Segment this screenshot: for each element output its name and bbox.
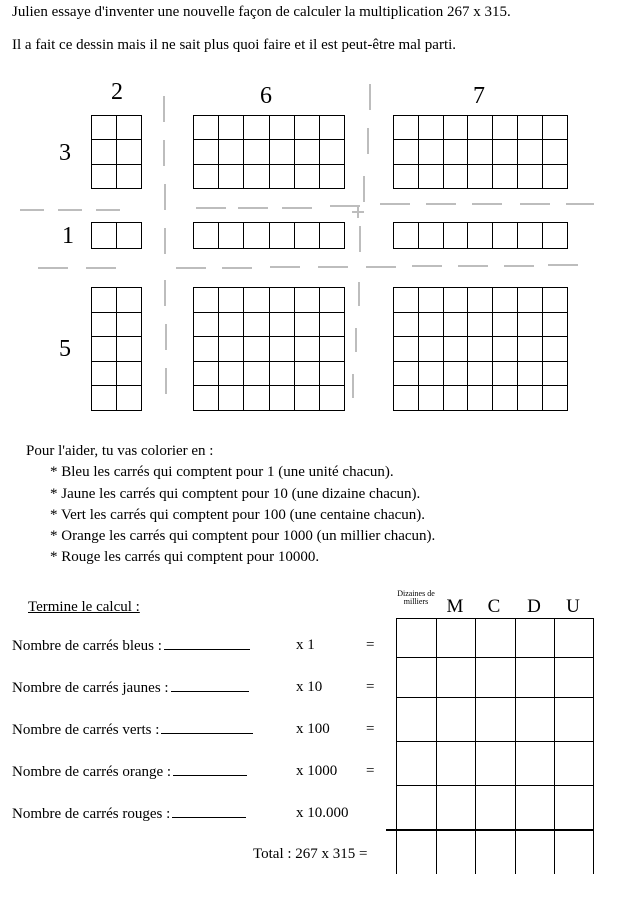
dash-line xyxy=(412,265,442,267)
grid-square[interactable] xyxy=(91,336,117,362)
grid-square[interactable] xyxy=(492,287,518,313)
grid-square[interactable] xyxy=(467,385,493,411)
grid-square[interactable] xyxy=(467,164,493,189)
grid-square[interactable] xyxy=(91,115,117,140)
grid-square[interactable] xyxy=(91,222,117,249)
grid-square[interactable] xyxy=(443,385,469,411)
grid-square[interactable] xyxy=(193,139,219,164)
grid-square[interactable] xyxy=(116,115,142,140)
help-item: * Vert les carrés qui comptent pour 100 (une centaine chacun). xyxy=(50,507,425,523)
grid-square[interactable] xyxy=(542,164,568,189)
grid-square[interactable] xyxy=(443,164,469,189)
dash-line xyxy=(165,324,167,350)
grid-square[interactable] xyxy=(193,312,219,338)
grid-square[interactable] xyxy=(319,164,345,189)
grid-square[interactable] xyxy=(542,287,568,313)
grid-square[interactable] xyxy=(116,361,142,387)
grid-square[interactable] xyxy=(269,115,295,140)
table-row-line xyxy=(396,618,594,619)
grid-square[interactable] xyxy=(193,222,219,249)
grid-square[interactable] xyxy=(517,312,543,338)
calc-row xyxy=(12,679,249,697)
grid-square[interactable] xyxy=(517,222,543,249)
header-thousands: M xyxy=(446,596,464,617)
help-item: * Bleu les carrés qui comptent pour 1 (une unité chacun). xyxy=(50,464,394,480)
calc-row-equals: = xyxy=(366,763,375,779)
grid-square[interactable] xyxy=(218,385,244,411)
dash-line xyxy=(163,96,165,122)
answer-blank[interactable] xyxy=(164,637,250,650)
dash-line xyxy=(504,265,534,267)
dash-line xyxy=(164,184,166,210)
grid-square[interactable] xyxy=(91,287,117,313)
grid-square[interactable] xyxy=(393,115,419,140)
grid-square[interactable] xyxy=(467,222,493,249)
grid-square[interactable] xyxy=(294,336,320,362)
calc-row-label: Nombre de carrés orange : xyxy=(12,764,172,780)
dash-line xyxy=(318,266,348,268)
grid-square[interactable] xyxy=(319,385,345,411)
grid-square[interactable] xyxy=(116,385,142,411)
grid-square[interactable] xyxy=(294,164,320,189)
table-row-line xyxy=(396,657,594,658)
dash-line xyxy=(358,282,360,306)
calc-row-label: Nombre de carrés bleus : xyxy=(12,638,162,654)
dash-line xyxy=(38,267,68,269)
grid-square[interactable] xyxy=(319,115,345,140)
grid-square[interactable] xyxy=(269,139,295,164)
grid-square[interactable] xyxy=(393,139,419,164)
dash-line xyxy=(458,265,488,267)
calc-row-equals: = xyxy=(366,637,375,653)
dash-line xyxy=(176,267,206,269)
grid-square[interactable] xyxy=(393,287,419,313)
help-item: * Rouge les carrés qui comptent pour 10000. xyxy=(50,549,320,565)
grid-square[interactable] xyxy=(492,222,518,249)
row-digit: 5 xyxy=(59,336,71,362)
grid-square[interactable] xyxy=(542,312,568,338)
grid-square[interactable] xyxy=(492,312,518,338)
table-row-line xyxy=(396,697,594,698)
dash-line xyxy=(426,203,456,205)
dash-line xyxy=(366,266,396,268)
dash-line xyxy=(164,228,166,254)
dash-line xyxy=(352,374,354,398)
grid-square[interactable] xyxy=(393,385,419,411)
grid-square[interactable] xyxy=(393,222,419,249)
grid-square[interactable] xyxy=(443,115,469,140)
calc-row xyxy=(12,763,247,781)
dash-line xyxy=(96,209,120,211)
grid-square[interactable] xyxy=(243,287,269,313)
grid-square[interactable] xyxy=(269,287,295,313)
grid-square[interactable] xyxy=(193,164,219,189)
calc-row-label: Nombre de carrés verts : xyxy=(12,722,160,738)
grid-square[interactable] xyxy=(91,312,117,338)
column-digit: 2 xyxy=(111,79,123,105)
grid-square[interactable] xyxy=(319,287,345,313)
grid-square[interactable] xyxy=(517,336,543,362)
grid-square[interactable] xyxy=(393,336,419,362)
grid-square[interactable] xyxy=(218,336,244,362)
grid-square[interactable] xyxy=(319,361,345,387)
grid-square[interactable] xyxy=(243,361,269,387)
total-digit-cell[interactable] xyxy=(437,832,475,872)
calc-row-equals: = xyxy=(366,721,375,737)
dash-line xyxy=(165,368,167,394)
grid-square[interactable] xyxy=(418,139,444,164)
grid-square[interactable] xyxy=(542,385,568,411)
grid-square[interactable] xyxy=(393,164,419,189)
grid-square[interactable] xyxy=(393,312,419,338)
grid-square[interactable] xyxy=(193,336,219,362)
grid-square[interactable] xyxy=(218,361,244,387)
grid-square[interactable] xyxy=(243,222,269,249)
answer-blank[interactable] xyxy=(171,679,249,692)
table-row-line xyxy=(396,785,594,786)
dash-line xyxy=(380,203,410,205)
grid-square[interactable] xyxy=(269,385,295,411)
grid-square[interactable] xyxy=(116,164,142,189)
grid-square[interactable] xyxy=(116,139,142,164)
dash-line xyxy=(58,209,82,211)
grid-square[interactable] xyxy=(294,115,320,140)
grid-square[interactable] xyxy=(91,164,117,189)
grid-square[interactable] xyxy=(294,139,320,164)
dash-line xyxy=(566,203,594,205)
row-digit: 1 xyxy=(62,223,74,249)
grid-square[interactable] xyxy=(492,385,518,411)
grid-square[interactable] xyxy=(517,361,543,387)
total-digit-cell[interactable] xyxy=(476,832,515,872)
answer-blank[interactable] xyxy=(173,763,247,776)
grid-square[interactable] xyxy=(542,336,568,362)
calc-row-mult: x 10 xyxy=(296,679,323,695)
grid-square[interactable] xyxy=(467,115,493,140)
dash-line xyxy=(196,207,226,209)
calc-row xyxy=(12,721,253,739)
grid-square[interactable] xyxy=(294,361,320,387)
dash-line xyxy=(369,84,371,110)
dash-line xyxy=(238,207,268,209)
calc-row-mult: x 1000 xyxy=(296,763,338,779)
grid-square[interactable] xyxy=(243,336,269,362)
grid-square[interactable] xyxy=(218,164,244,189)
grid-square[interactable] xyxy=(418,361,444,387)
header-hundreds: C xyxy=(487,596,501,617)
grid-square[interactable] xyxy=(467,139,493,164)
grid-square[interactable] xyxy=(269,361,295,387)
calc-row-label: Nombre de carrés jaunes : xyxy=(12,680,169,696)
column-digit: 7 xyxy=(473,83,485,109)
grid-square[interactable] xyxy=(418,222,444,249)
grid-square[interactable] xyxy=(443,361,469,387)
grid-square[interactable] xyxy=(243,115,269,140)
grid-square[interactable] xyxy=(393,361,419,387)
grid-square[interactable] xyxy=(418,336,444,362)
grid-square[interactable] xyxy=(418,385,444,411)
grid-square[interactable] xyxy=(269,312,295,338)
header-units: U xyxy=(566,596,580,617)
grid-square[interactable] xyxy=(269,222,295,249)
calc-row-mult: x 1 xyxy=(296,637,315,653)
grid-square[interactable] xyxy=(443,222,469,249)
dash-line xyxy=(367,128,369,154)
dash-line xyxy=(86,267,116,269)
total-digit-cell[interactable] xyxy=(397,832,436,872)
grid-square[interactable] xyxy=(218,312,244,338)
header-tens: D xyxy=(527,596,541,617)
grid-square[interactable] xyxy=(91,385,117,411)
grid-square[interactable] xyxy=(269,336,295,362)
grid-square[interactable] xyxy=(492,139,518,164)
table-row-line xyxy=(396,741,594,742)
grid-square[interactable] xyxy=(319,139,345,164)
grid-square[interactable] xyxy=(542,139,568,164)
grid-square[interactable] xyxy=(418,164,444,189)
total-digit-cell[interactable] xyxy=(516,832,554,872)
grid-square[interactable] xyxy=(218,115,244,140)
grid-square[interactable] xyxy=(418,287,444,313)
column-digit: 6 xyxy=(260,83,272,109)
grid-square[interactable] xyxy=(542,115,568,140)
grid-square[interactable] xyxy=(492,361,518,387)
grid-square[interactable] xyxy=(116,287,142,313)
dash-line xyxy=(548,264,578,266)
calc-row-mult: x 10.000 xyxy=(296,805,349,821)
grid-square[interactable] xyxy=(443,287,469,313)
grid-square[interactable] xyxy=(193,361,219,387)
dash-line xyxy=(20,209,44,211)
dash-line xyxy=(520,203,550,205)
help-item: * Jaune les carrés qui comptent pour 10 (une dizaine chacun). xyxy=(50,486,421,502)
grid-square[interactable] xyxy=(243,164,269,189)
grid-square[interactable] xyxy=(193,287,219,313)
grid-square[interactable] xyxy=(243,139,269,164)
grid-square[interactable] xyxy=(492,164,518,189)
grid-square[interactable] xyxy=(443,336,469,362)
grid-square[interactable] xyxy=(467,312,493,338)
dash-line xyxy=(330,205,360,207)
grid-square[interactable] xyxy=(517,164,543,189)
dash-line xyxy=(270,266,300,268)
grid-square[interactable] xyxy=(443,312,469,338)
answer-blank[interactable] xyxy=(161,721,253,734)
calc-row xyxy=(12,805,246,823)
intro-line-2: Il a fait ce dessin mais il ne sait plus quoi faire et il est peut-être mal parti. xyxy=(12,37,457,53)
grid-square[interactable] xyxy=(443,139,469,164)
grid-square[interactable] xyxy=(294,312,320,338)
grid-square[interactable] xyxy=(467,361,493,387)
total-rule xyxy=(386,829,594,831)
dash-line xyxy=(163,140,165,166)
intro-line-1: Julien essaye d'inventer une nouvelle façon de calculer la multiplication 267 x 315. xyxy=(12,4,511,20)
grid-square[interactable] xyxy=(116,336,142,362)
grid-square[interactable] xyxy=(492,336,518,362)
grid-square[interactable] xyxy=(294,287,320,313)
grid-square[interactable] xyxy=(517,385,543,411)
grid-square[interactable] xyxy=(319,336,345,362)
grid-square[interactable] xyxy=(193,115,219,140)
grid-square[interactable] xyxy=(319,222,345,249)
grid-square[interactable] xyxy=(492,115,518,140)
grid-square[interactable] xyxy=(467,336,493,362)
grid-square[interactable] xyxy=(418,115,444,140)
grid-square[interactable] xyxy=(91,361,117,387)
dash-line xyxy=(164,280,166,306)
grid-square[interactable] xyxy=(542,361,568,387)
dash-line xyxy=(355,328,357,352)
grid-square[interactable] xyxy=(517,115,543,140)
grid-square[interactable] xyxy=(517,287,543,313)
grid-square[interactable] xyxy=(243,312,269,338)
dash-line xyxy=(357,206,359,218)
calc-row-label: Nombre de carrés rouges : xyxy=(12,806,171,822)
grid-square[interactable] xyxy=(542,222,568,249)
grid-square[interactable] xyxy=(218,222,244,249)
grid-square[interactable] xyxy=(418,312,444,338)
dash-line xyxy=(359,226,361,252)
grid-square[interactable] xyxy=(269,164,295,189)
help-intro: Pour l'aider, tu vas colorier en : xyxy=(26,443,214,459)
dash-line xyxy=(282,207,312,209)
help-item: * Orange les carrés qui comptent pour 1000 (un millier chacun). xyxy=(50,528,436,544)
grid-square[interactable] xyxy=(294,222,320,249)
header-ten-thousands: Dizaines de milliers xyxy=(397,589,435,606)
grid-square[interactable] xyxy=(91,139,117,164)
dash-line xyxy=(472,203,502,205)
grid-square[interactable] xyxy=(116,222,142,249)
grid-square[interactable] xyxy=(319,312,345,338)
total-digit-cell[interactable] xyxy=(555,832,593,872)
dash-line xyxy=(363,176,365,202)
grid-square[interactable] xyxy=(116,312,142,338)
calc-row xyxy=(12,637,250,655)
grid-square[interactable] xyxy=(193,385,219,411)
answer-blank[interactable] xyxy=(172,805,246,818)
grid-square[interactable] xyxy=(218,287,244,313)
total-label: Total : 267 x 315 = xyxy=(253,846,368,862)
calc-row-mult: x 100 xyxy=(296,721,330,737)
grid-square[interactable] xyxy=(243,385,269,411)
grid-square[interactable] xyxy=(294,385,320,411)
grid-square[interactable] xyxy=(218,139,244,164)
dash-line xyxy=(222,267,252,269)
row-digit: 3 xyxy=(59,140,71,166)
calc-title: Termine le calcul : xyxy=(28,599,140,615)
grid-square[interactable] xyxy=(517,139,543,164)
calc-row-equals: = xyxy=(366,679,375,695)
grid-square[interactable] xyxy=(467,287,493,313)
